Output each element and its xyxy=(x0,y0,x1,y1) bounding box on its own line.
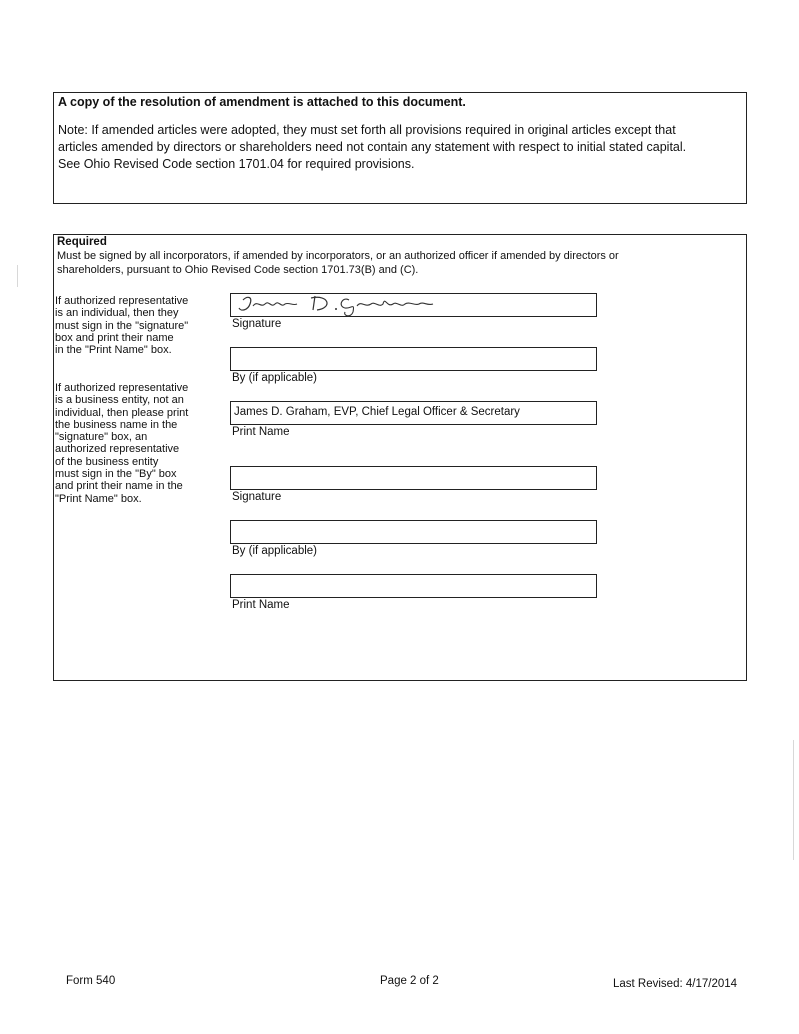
required-heading: Required xyxy=(57,236,107,248)
field-label: Signature xyxy=(232,318,282,330)
scan-edge-mark xyxy=(17,265,18,287)
instructions-entity xyxy=(55,382,215,505)
instruction-line: is an individual, then they xyxy=(55,307,179,320)
print-name-field-1[interactable] xyxy=(230,401,597,425)
footer-page-number: Page 2 of 2 xyxy=(380,975,439,987)
resolution-heading: A copy of the resolution of amendment is attached to this document. xyxy=(58,95,466,109)
handwritten-signature xyxy=(233,292,473,316)
instruction-line: individual, then please print xyxy=(55,406,189,419)
scan-edge-mark xyxy=(793,740,794,860)
note-line: See Ohio Revised Code section 1701.04 for required provisions. xyxy=(58,157,415,171)
field-label: Print Name xyxy=(232,599,290,611)
field-label: By (if applicable) xyxy=(232,372,318,384)
instruction-line: authorized representative xyxy=(55,443,180,456)
instruction-line: "Print Name" box. xyxy=(55,492,142,505)
field-value: James D. Graham, EVP, Chief Legal Officer & Secretary xyxy=(234,406,520,418)
signature-field-2[interactable] xyxy=(230,466,597,490)
instruction-line: must sign in the "signature" xyxy=(55,319,189,332)
signature-field-1[interactable] xyxy=(230,293,597,317)
footer-last-revised: Last Revised: 4/17/2014 xyxy=(613,978,738,990)
field-label: By (if applicable) xyxy=(232,545,318,557)
required-text-line: Must be signed by all incorporators, if amended by incorporators, or an authorized officer if amended by directors or xyxy=(57,250,619,262)
print-name-field-2[interactable] xyxy=(230,574,597,598)
field-label: Print Name xyxy=(232,426,290,438)
instruction-line: If authorized representative xyxy=(55,382,189,394)
note-line: articles amended by directors or shareholders need not contain any statement with respect to initial stated capital. xyxy=(58,140,687,154)
required-text-line: shareholders, pursuant to Ohio Revised Code section 1701.73(B) and (C). xyxy=(57,264,419,276)
instruction-line: is a business entity, not an xyxy=(55,394,184,407)
instruction-line: "signature" box, an xyxy=(55,431,148,444)
instruction-line: and print their name in the xyxy=(55,480,183,493)
instructions-individual xyxy=(55,295,215,356)
resolution-box xyxy=(53,92,747,204)
by-field-1[interactable] xyxy=(230,347,597,371)
by-field-2[interactable] xyxy=(230,520,597,544)
footer-form: Form 540 xyxy=(66,975,116,987)
instruction-line: must sign in the "By" box xyxy=(55,468,177,481)
field-label: Signature xyxy=(232,491,282,503)
instruction-line: box and print their name xyxy=(55,331,174,344)
instruction-line: the business name in the xyxy=(55,418,178,431)
instruction-line: If authorized representative xyxy=(55,295,189,307)
instruction-line: in the "Print Name" box. xyxy=(55,344,172,357)
instruction-line: of the business entity xyxy=(55,455,159,468)
note-line: Note: If amended articles were adopted, they must set forth all provisions required in original articles except that xyxy=(58,123,676,137)
